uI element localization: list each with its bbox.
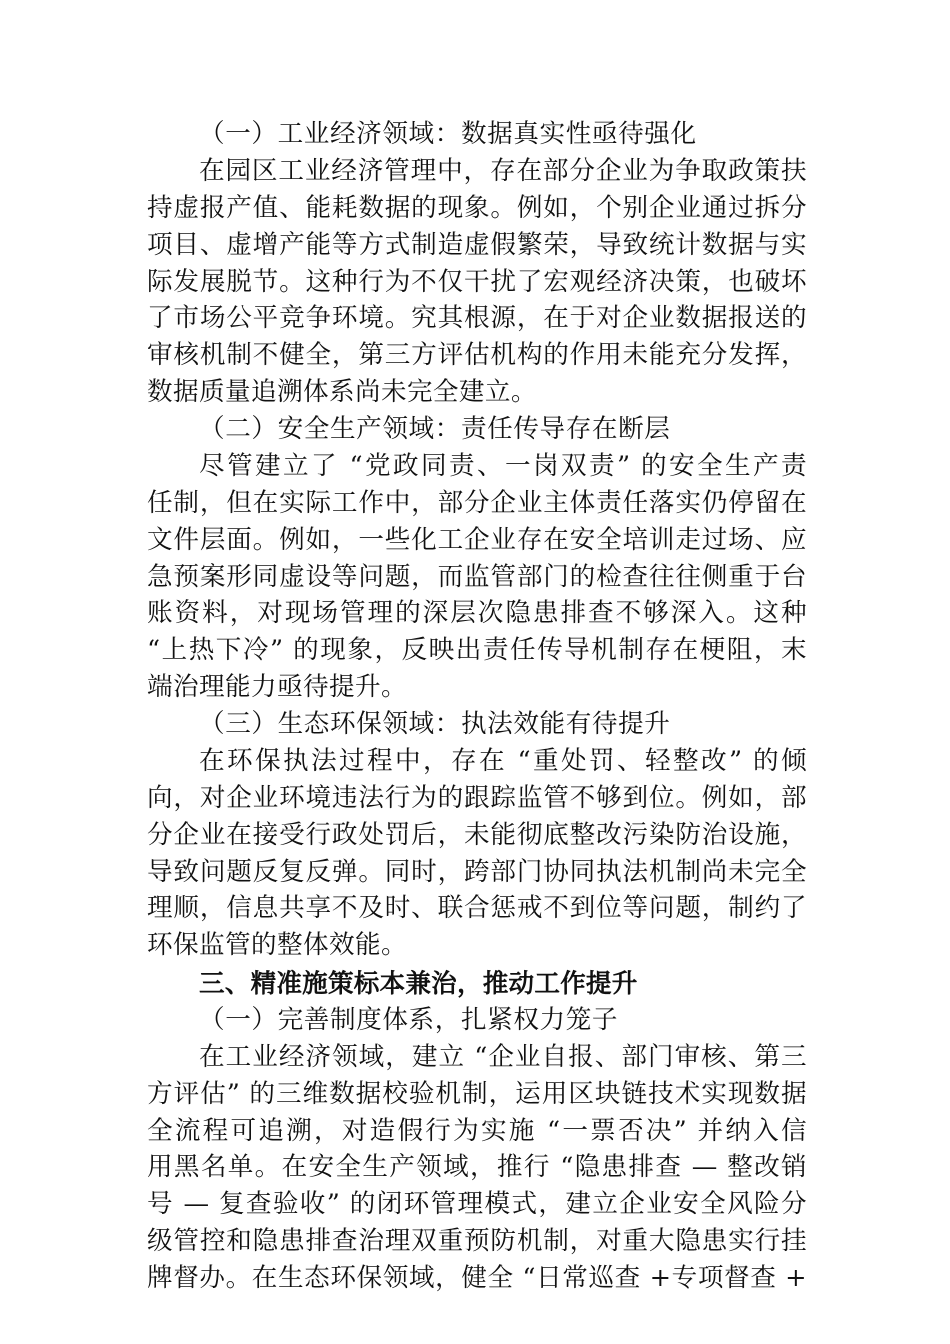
paragraph-line: 环保监管的整体效能。 bbox=[147, 930, 407, 960]
paragraph-line: 端治理能力亟待提升。 bbox=[147, 672, 407, 702]
paragraph-line: 尽管建立了 “党政同责、一岗双责” 的安全生产责 bbox=[199, 451, 807, 481]
paragraph-line: 急预案形同虚设等问题，而监管部门的检查往往侧重于台 bbox=[147, 562, 807, 592]
subsection-heading: （一）工业经济领域：数据真实性亟待强化 bbox=[199, 119, 697, 149]
paragraph-line: 用黑名单。在安全生产领域，推行 “隐患排查 — 整改销 bbox=[147, 1152, 807, 1182]
paragraph-line: 任制，但在实际工作中，部分企业主体责任落实仍停留在 bbox=[147, 488, 807, 518]
paragraph-line: 数据质量追溯体系尚未完全建立。 bbox=[147, 377, 537, 407]
subsection-heading: （二）安全生产领域：责任传导存在断层 bbox=[199, 414, 671, 444]
paragraph-line: 级管控和隐患排查治理双重预防机制，对重大隐患实行挂 bbox=[147, 1226, 807, 1256]
paragraph-line: 际发展脱节。这种行为不仅干扰了宏观经济决策，也破坏 bbox=[147, 267, 807, 297]
paragraph-line: 在环保执法过程中，存在 “重处罚、轻整改” 的倾 bbox=[199, 746, 807, 776]
paragraph-line: 理顺，信息共享不及时、联合惩戒不到位等问题，制约了 bbox=[147, 893, 807, 923]
paragraph-line: 文件层面。例如，一些化工企业存在安全培训走过场、应 bbox=[147, 525, 807, 555]
paragraph-line: 在园区工业经济管理中，存在部分企业为争取政策扶 bbox=[199, 156, 807, 186]
paragraph-line: 方评估” 的三维数据校验机制，运用区块链技术实现数据 bbox=[147, 1079, 807, 1109]
paragraph-line: 向，对企业环境违法行为的跟踪监管不够到位。例如，部 bbox=[147, 783, 807, 813]
paragraph-line: 审核机制不健全，第三方评估机构的作用未能充分发挥， bbox=[147, 340, 807, 370]
paragraph-line: 分企业在接受行政处罚后，未能彻底整改污染防治设施， bbox=[147, 820, 807, 850]
paragraph-line: “上热下冷” 的现象，反映出责任传导机制存在梗阻，末 bbox=[147, 635, 807, 665]
paragraph-line: 全流程可追溯，对造假行为实施 “一票否决” 并纳入信 bbox=[147, 1116, 807, 1146]
paragraph-line: 导致问题反复反弹。同时，跨部门协同执法机制尚未完全 bbox=[147, 857, 807, 887]
paragraph-line: 账资料，对现场管理的深层次隐患排查不够深入。这种 bbox=[147, 598, 807, 628]
paragraph-line: 项目、虚增产能等方式制造虚假繁荣，导致统计数据与实 bbox=[147, 230, 807, 260]
subsection-heading: （一）完善制度体系，扎紧权力笼子 bbox=[199, 1005, 619, 1035]
paragraph-line: 持虚报产值、能耗数据的现象。例如，个别企业通过拆分 bbox=[147, 193, 807, 223]
paragraph-line: 号 — 复查验收” 的闭环管理模式，建立企业安全风险分 bbox=[147, 1189, 807, 1219]
section-heading: 三、精准施策标本兼治，推动工作提升 bbox=[199, 969, 638, 999]
paragraph-line: 在工业经济领域，建立 “企业自报、部门审核、第三 bbox=[199, 1042, 807, 1072]
paragraph-line: 了市场公平竞争环境。究其根源，在于对企业数据报送的 bbox=[147, 303, 807, 333]
subsection-heading: （三）生态环保领域：执法效能有待提升 bbox=[199, 709, 671, 739]
paragraph-line: 牌督办。在生态环保领域，健全 “日常巡查 +专项督查 + bbox=[147, 1263, 807, 1293]
